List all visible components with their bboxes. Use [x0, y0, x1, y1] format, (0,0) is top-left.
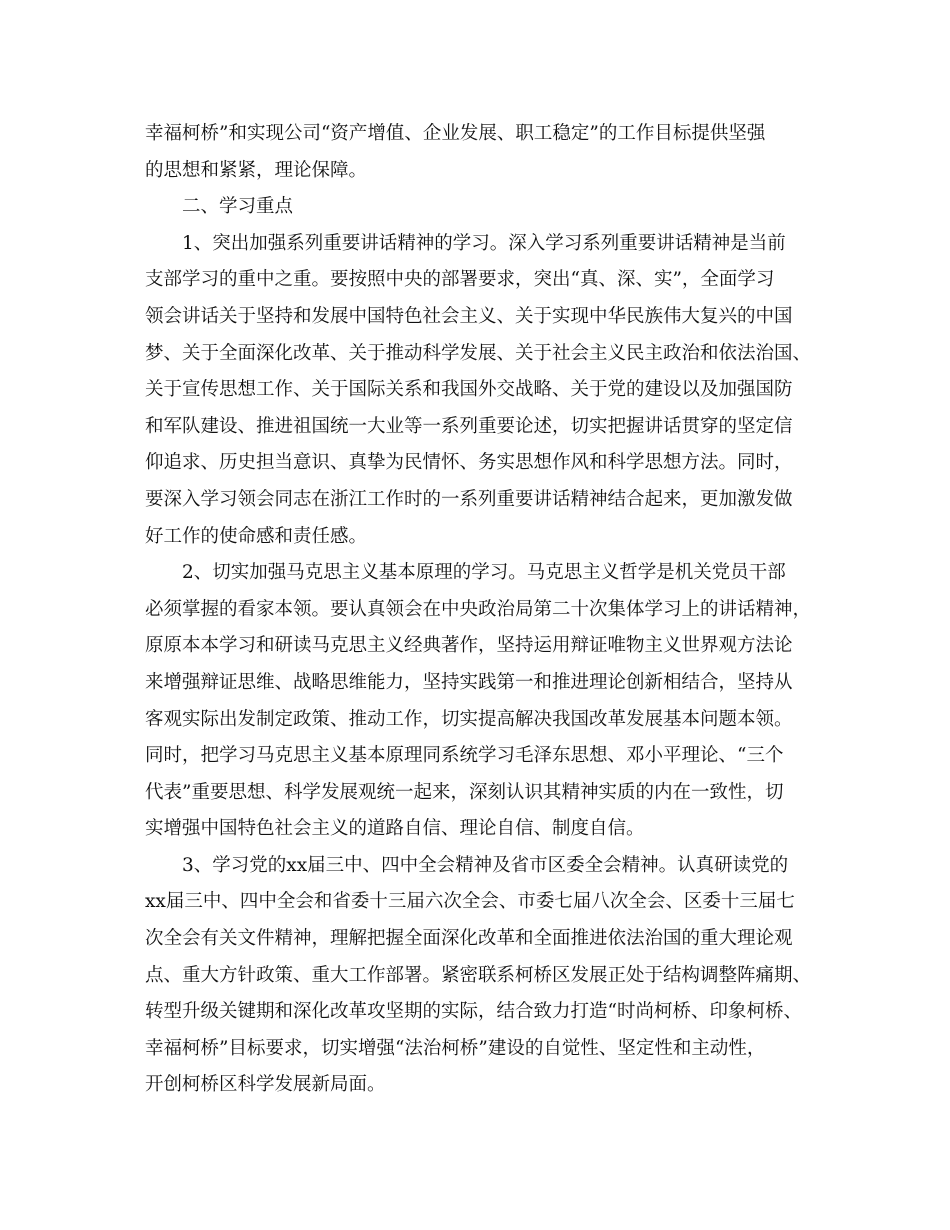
- text-line: 仰追求、历史担当意识、真挚为民情怀、务实思想作风和科学思想方法。同时，: [145, 452, 793, 474]
- text-line: 开创柯桥区科学发展新局面。: [145, 1074, 386, 1096]
- text-line: 实增强中国特色社会主义的道路自信、理论自信、制度自信。: [145, 818, 645, 840]
- text-line: 必须掌握的看家本领。要认真领会在中央政治局第二十次集体学习上的讲话精神，: [145, 598, 812, 620]
- text-line: 代表”重要思想、科学发展观统一起来，深刻认识其精神实质的内在一致性，切: [145, 781, 784, 803]
- text-line: 的思想和紧紧，理论保障。: [145, 159, 368, 181]
- text-line: 3、学习党的xx届三中、四中全会精神及省市区委全会精神。认真研读党的: [182, 854, 789, 876]
- text-line: 和军队建设、推进祖国统一大业等一系列重要论述，切实把握讲话贯穿的坚定信: [145, 415, 793, 437]
- text-line: 好工作的使命感和责任感。: [145, 525, 368, 547]
- text-line: 关于宣传思想工作、关于国际关系和我国外交战略、关于党的建设以及加强国防: [145, 379, 793, 401]
- text-line: 二、学习重点: [182, 196, 294, 218]
- text-line: 原原本本学习和研读马克思主义经典著作，坚持运用辩证唯物主义世界观方法论: [145, 635, 793, 657]
- text-line: 同时，把学习马克思主义基本原理同系统学习毛泽东思想、邓小平理论、“三个: [145, 745, 784, 767]
- text-line: 幸福柯桥”和实现公司“资产增值、企业发展、职工稳定”的工作目标提供坚强: [145, 123, 766, 144]
- document-body: [145, 116, 812, 1104]
- text-line: 来增强辩证思维、战略思维能力，坚持实践第一和推进理论创新相结合，坚持从: [145, 671, 793, 693]
- text-line: 支部学习的重中之重。要按照中央的部署要求，突出“真、深、实”，全面学习: [145, 269, 775, 291]
- text-line: 要深入学习领会同志在浙江工作时的一系列重要讲话精神结合起来，更加激发做: [145, 488, 793, 510]
- text-line: xx届三中、四中全会和省委十三届六次全会、市委七届八次全会、区委十三届七: [145, 891, 795, 913]
- text-line: 2、切实加强马克思主义基本原理的学习。马克思主义哲学是机关党员干部: [182, 562, 786, 584]
- text-line: 幸福柯桥”目标要求，切实增强“法治柯桥”建设的自觉性、坚定性和主动性，: [145, 1037, 766, 1059]
- text-line: 领会讲话关于坚持和发展中国特色社会主义、关于实现中华民族伟大复兴的中国: [145, 305, 793, 327]
- text-line: 点、重大方针政策、重大工作部署。紧密联系柯桥区发展正处于结构调整阵痛期、: [145, 964, 812, 986]
- text-line: 客观实际出发制定政策、推动工作，切实提高解决我国改革发展基本问题本领。: [145, 708, 793, 730]
- text-line: 1、突出加强系列重要讲话精神的学习。深入学习系列重要讲话精神是当前: [182, 232, 786, 254]
- text-line: 次全会有关文件精神，理解把握全面深化改革和全面推进依法治国的重大理论观: [145, 928, 793, 950]
- text-line: 转型升级关键期和深化改革攻坚期的实际，结合致力打造“时尚柯桥、印象柯桥、: [145, 1001, 802, 1023]
- text-line: 梦、关于全面深化改革、关于推动科学发展、关于社会主义民主政治和依法治国、: [145, 342, 812, 364]
